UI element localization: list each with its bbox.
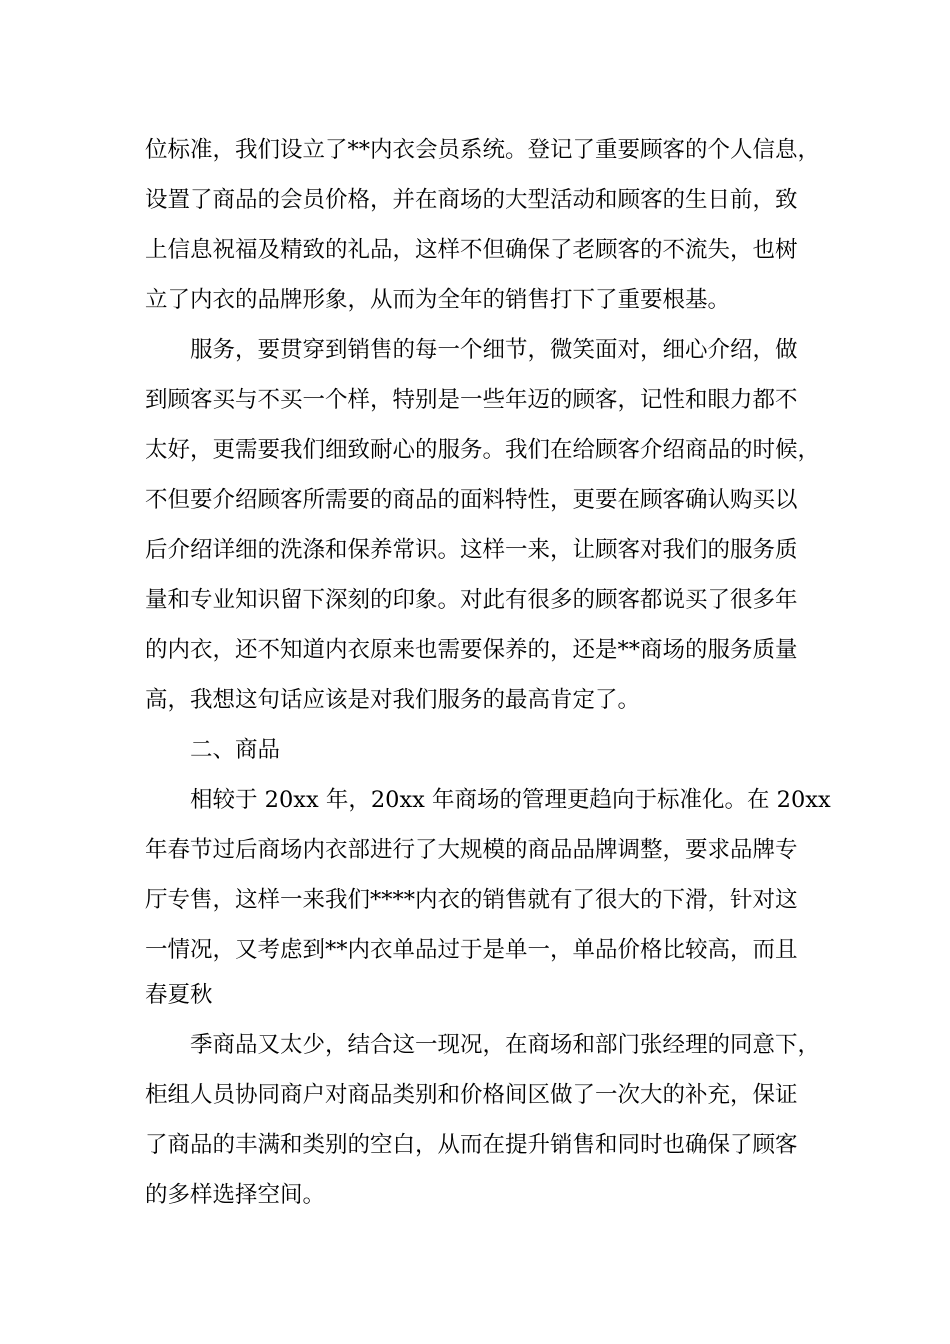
- paragraph-start-line: 季商品又太少，结合这一现况，在商场和部门张经理的同意下，: [190, 1032, 821, 1058]
- text-line: 一情况，又考虑到**内衣单品过于是单一，单品价格比较高，而且: [145, 937, 798, 963]
- text-line: 到顾客买与不买一个样，特别是一些年迈的顾客，记性和眼力都不: [145, 387, 798, 413]
- text-line: 柜组人员协同商户对商品类别和价格间区做了一次大的补充，保证: [145, 1082, 798, 1108]
- text-line: 年春节过后商场内衣部进行了大规模的商品品牌调整，要求品牌专: [145, 837, 798, 863]
- text-line: 的内衣，还不知道内衣原来也需要保养的，还是**商场的服务质量: [145, 637, 798, 663]
- text-line: 春夏秋: [145, 982, 213, 1008]
- text-line: 量和专业知识留下深刻的印象。对此有很多的顾客都说买了很多年: [145, 587, 798, 613]
- section-heading: 二、商品: [190, 737, 281, 763]
- text-line: 了商品的丰满和类别的空白，从而在提升销售和同时也确保了顾客: [145, 1132, 798, 1158]
- text-line: 上信息祝福及精致的礼品，这样不但确保了老顾客的不流失，也树: [145, 237, 798, 263]
- paragraph-start-line: 服务，要贯穿到销售的每一个细节，微笑面对，细心介绍，做: [190, 337, 798, 363]
- paragraph-start-line: 相较于 20xx 年，20xx 年商场的管理更趋向于标准化。在 20xx: [190, 787, 831, 813]
- text-line: 设置了商品的会员价格，并在商场的大型活动和顾客的生日前，致: [145, 187, 798, 213]
- text-line: 后介绍详细的洗涤和保养常识。这样一来，让顾客对我们的服务质: [145, 537, 798, 563]
- text-line: 位标准，我们设立了**内衣会员系统。登记了重要顾客的个人信息，: [145, 137, 821, 163]
- text-line: 不但要介绍顾客所需要的商品的面料特性，更要在顾客确认购买以: [145, 487, 798, 513]
- text-line: 厅专售，这样一来我们****内衣的销售就有了很大的下滑，针对这: [145, 887, 798, 913]
- text-line: 太好，更需要我们细致耐心的服务。我们在给顾客介绍商品的时候，: [145, 437, 821, 463]
- text-line: 的多样选择空间。: [145, 1182, 326, 1208]
- text-line: 立了内衣的品牌形象，从而为全年的销售打下了重要根基。: [145, 287, 731, 313]
- text-line: 高，我想这句话应该是对我们服务的最高肯定了。: [145, 687, 641, 713]
